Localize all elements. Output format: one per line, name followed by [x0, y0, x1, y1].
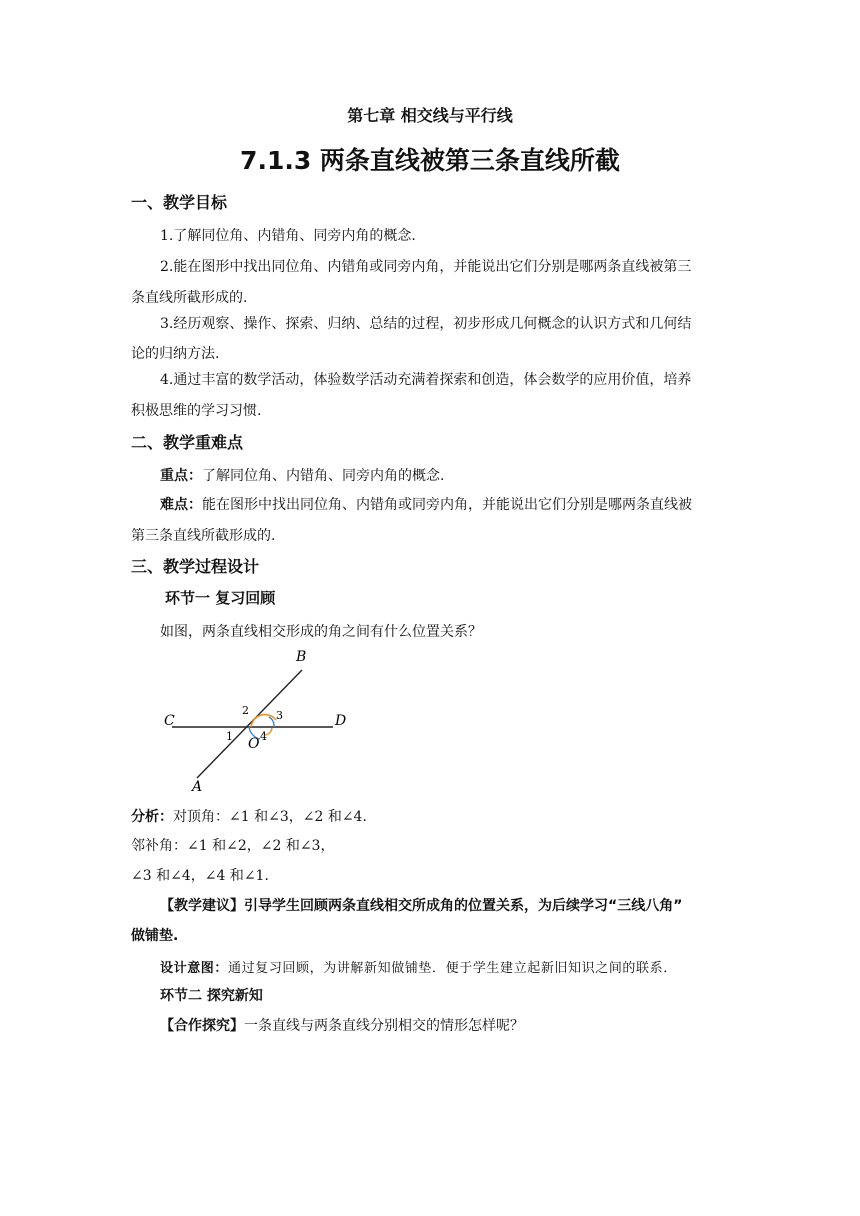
analysis-text: 对顶角：∠1 和∠3，∠2 和∠4． [173, 809, 377, 825]
difficult-point [160, 494, 692, 514]
chapter-title: 第七章 相交线与平行线 [347, 106, 513, 125]
section-2-heading: 二、教学重难点 [131, 433, 244, 452]
teaching-suggestion: 【教学建议】引导学生回顾两条直线相交所成角的位置关系，为后续学习“三线八角” [160, 898, 683, 914]
objective-1: 1.了解同位角、内错角、同旁内角的概念. [160, 228, 416, 244]
objective-2-cont: 条直线所截形成的. [131, 290, 248, 306]
label-angle-1: 1 [226, 730, 233, 743]
angle-3-arc [269, 717, 274, 727]
label-angle-4: 4 [260, 730, 267, 743]
design-intent [160, 957, 677, 976]
lesson-title: 7.1.3 两条直线被第三条直线所截 [240, 146, 620, 175]
objective-3: 3.经历观察、操作、探索、归纳、总结的过程，初步形成几何概念的认识方式和几何结 [160, 316, 692, 332]
analysis-line [131, 806, 376, 826]
label-a: A [192, 779, 203, 795]
label-o: O [248, 736, 260, 752]
section-1-heading: 一、教学目标 [131, 193, 228, 212]
label-angle-3: 3 [276, 709, 283, 722]
step-1-heading: 环节一 复习回顾 [165, 589, 276, 607]
objective-4-cont: 积极思维的学习习惯. [131, 403, 262, 419]
cooperative-inquiry [160, 1015, 524, 1035]
analysis-label: 分析： [131, 809, 173, 825]
label-d: D [335, 713, 347, 729]
adjacent-angles-1: 邻补角：∠1 和∠2，∠2 和∠3， [131, 838, 335, 854]
objective-3-cont: 论的归纳方法. [131, 346, 220, 362]
label-angle-2: 2 [242, 704, 249, 717]
label-c: C [164, 713, 175, 729]
objective-4: 4.通过丰富的数学活动，体验数学活动充满着探索和创造，体会数学的应用价值，培养 [160, 372, 692, 388]
key-point [160, 465, 444, 485]
cooperative-inquiry-label: 【合作探究】 [160, 1018, 244, 1034]
design-intent-label: 设计意图： [160, 961, 229, 976]
adjacent-angles-2: ∠3 和∠4，∠4 和∠1． [131, 868, 279, 884]
design-intent-text: 通过复习回顾，为讲解新知做铺垫．便于学生建立起新旧知识之间的联系． [228, 961, 677, 976]
difficult-point-label: 难点： [160, 497, 202, 513]
cooperative-inquiry-text: 一条直线与两条直线分别相交的情形怎样呢？ [244, 1018, 524, 1034]
label-b: B [296, 649, 307, 665]
section-3-heading: 三、教学过程设计 [131, 557, 260, 576]
review-question: 如图，两条直线相交形成的角之间有什么位置关系？ [160, 624, 482, 640]
key-point-text: 了解同位角、内错角、同旁内角的概念. [202, 468, 445, 484]
key-point-label: 重点： [160, 468, 202, 484]
difficult-point-text: 能在图形中找出同位角、内错角或同旁内角，并能说出它们分别是哪两条直线被 [202, 497, 692, 513]
step-2-heading: 环节二 探究新知 [160, 988, 263, 1004]
line-ab [197, 670, 302, 778]
intersecting-lines-figure [150, 640, 370, 800]
difficult-point-cont: 第三条直线所截形成的. [131, 528, 276, 544]
teaching-suggestion-cont: 做铺垫. [131, 928, 179, 944]
objective-2: 2.能在图形中找出同位角、内错角或同旁内角，并能说出它们分别是哪两条直线被第三 [160, 259, 692, 275]
